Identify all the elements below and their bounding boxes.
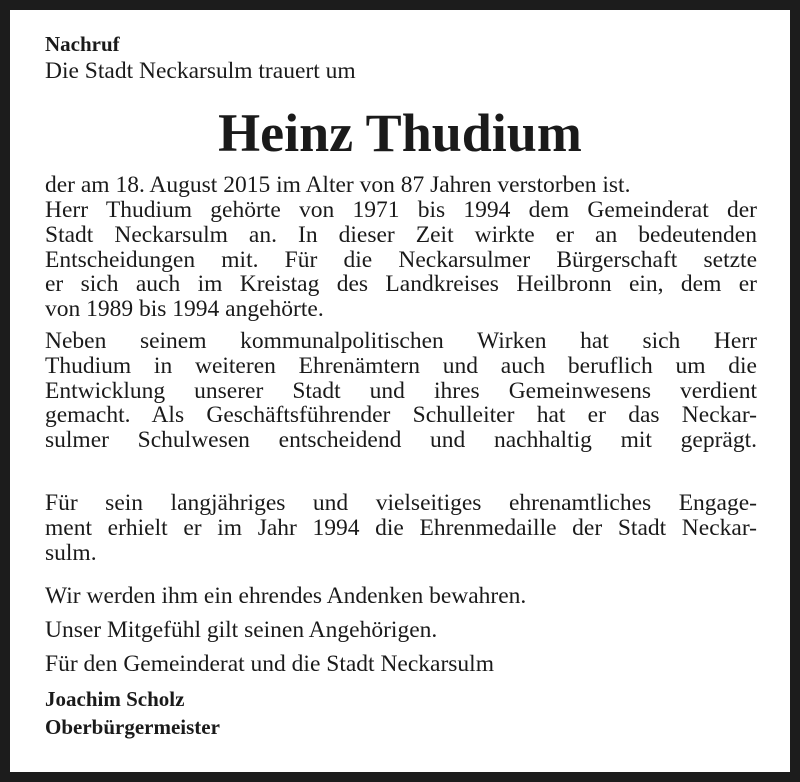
intro: Die Stadt Neckarsulm trauert um (45, 58, 356, 84)
signatory-name: Joachim Scholz (45, 687, 185, 711)
paragraph-line: ment erhielt er im Jahr 1994 die Ehrenmedaille der Stadt Neckar- (45, 515, 757, 541)
heading: Nachruf (45, 32, 120, 56)
obituary-notice (10, 10, 790, 772)
deceased-name: Heinz Thudium (218, 103, 582, 163)
paragraph-line: er sich auch im Kreistag des Landkreises Heilbronn ein, dem er (45, 271, 757, 297)
paragraph-line: sulm. (45, 540, 97, 566)
death-line: der am 18. August 2015 im Alter von 87 Jahren verstorben ist. (45, 172, 631, 198)
paragraph-line: Für sein langjähriges und vielseitiges ehrenamtliches Engage- (45, 490, 757, 516)
closing-line: Für den Gemeinderat und die Stadt Neckarsulm (45, 651, 494, 677)
paragraph-line: von 1989 bis 1994 angehörte. (45, 296, 324, 322)
paragraph-line: Entscheidungen mit. Für die Neckarsulmer Bürgerschaft setzte (45, 247, 757, 273)
signatory-title: Oberbürgermeister (45, 715, 220, 739)
paragraph-line: Entwicklung unserer Stadt und ihres Gemeinwesens verdient (45, 378, 757, 404)
paragraph-line: Neben seinem kommunalpolitischen Wirken hat sich Herr (45, 328, 757, 354)
paragraph-line: Herr Thudium gehörte von 1971 bis 1994 dem Gemeinderat der (45, 197, 757, 223)
paragraph-line: Stadt Neckarsulm an. In dieser Zeit wirkte er an bedeutenden (45, 222, 757, 248)
paragraph-line: gemacht. Als Geschäftsführender Schulleiter hat er das Neckar- (45, 402, 757, 428)
closing-line: Unser Mitgefühl gilt seinen Angehörigen. (45, 617, 438, 643)
paragraph-line: Thudium in weiteren Ehrenämtern und auch beruflich um die (45, 353, 757, 379)
paragraph-line: sulmer Schulwesen entscheidend und nachhaltig mit geprägt. (45, 427, 757, 453)
closing-line: Wir werden ihm ein ehrendes Andenken bewahren. (45, 583, 527, 609)
